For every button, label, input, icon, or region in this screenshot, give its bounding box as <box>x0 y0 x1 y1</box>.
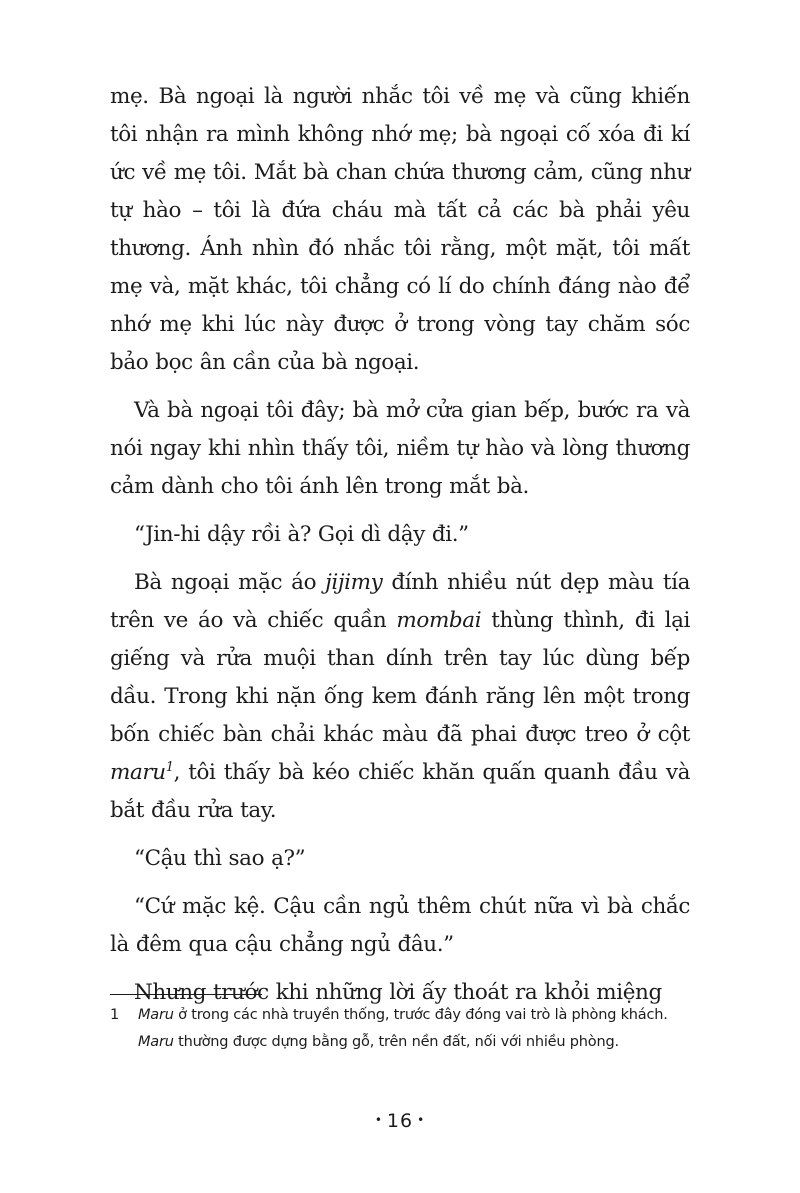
footnote-number: 1 <box>110 1007 120 1023</box>
term-mombai: mombai <box>396 608 482 633</box>
p4-text-c: đính nhiều nút dẹp màu tía trên ve áo và chiếc quần <box>110 570 690 633</box>
paragraph-7: Nhưng trước khi những lời ấy thoát ra khỏi miệng <box>134 980 662 1005</box>
footnote <box>110 1002 700 1056</box>
footnote-term-2: Maru <box>138 1034 174 1050</box>
paragraph-4 <box>110 564 690 830</box>
page-number-ornament-right: • <box>417 1113 426 1127</box>
page-number-ornament-left: • <box>374 1113 383 1127</box>
page-body <box>110 78 690 1022</box>
page-number <box>0 1110 800 1132</box>
p4-text-h: , tôi thấy bà kéo chiếc khăn quấn quanh đầu và bắt đầu rửa tay. <box>110 760 690 823</box>
footnote-term-1: Maru <box>138 1007 174 1023</box>
page-number-value: 16 <box>386 1110 414 1132</box>
paragraph-3-dialogue: “Jin-hi dậy rồi à? Gọi dì dậy đi.” <box>134 522 469 547</box>
paragraph-2: Và bà ngoại tôi đây; bà mở cửa gian bếp, bước ra và nói ngay khi nhìn thấy tôi, niềm tự hào và lòng thương cảm dành cho tôi ánh lên trong mắt bà. <box>110 398 690 499</box>
p4-text-a: Bà ngoại mặc áo <box>134 570 326 595</box>
term-jijimy: jijimy <box>325 570 383 595</box>
paragraph-6-dialogue: “Cứ mặc kệ. Cậu cần ngủ thêm chút nữa vì bà chắc là đêm qua cậu chẳng ngủ đâu.” <box>110 894 690 957</box>
footnote-text-2: thường được dựng bằng gỗ, trên nền đất, nối với nhiều phòng. <box>173 1034 619 1050</box>
footnote-reference: 1 <box>165 759 174 775</box>
paragraph-5-dialogue: “Cậu thì sao ạ?” <box>134 846 306 871</box>
p4-text-e: thùng thình, đi lại giếng và rửa muội than dính trên tay lúc dùng bếp dầu. Trong khi nặn ống kem đánh răng lên một trong bốn chiếc bàn chải khác màu đã phai được treo ở cột <box>110 608 690 747</box>
footnote-divider <box>110 994 262 995</box>
footnote-text-1: ở trong các nhà truyền thống, trước đây đóng vai trò là phòng khách. <box>173 1007 668 1023</box>
paragraph-1: mẹ. Bà ngoại là người nhắc tôi về mẹ và cũng khiến tôi nhận ra mình không nhớ mẹ; bà ngoại cố xóa đi kí ức về mẹ tôi. Mắt bà chan chứa thương cảm, cũng như tự hào – tôi là đứa cháu mà tất cả các bà phải yêu thương. Ánh nhìn đó nhắc tôi rằng, một mặt, tôi mất mẹ và, mặt khác, tôi chẳng có lí do chính đáng nào để nhớ mẹ khi lúc này được ở trong vòng tay chăm sóc bảo bọc ân cần của bà ngoại. <box>110 84 690 375</box>
term-maru: maru <box>110 760 166 785</box>
footnote-line-2 <box>110 1029 700 1056</box>
footnote-line-1 <box>110 1002 700 1029</box>
